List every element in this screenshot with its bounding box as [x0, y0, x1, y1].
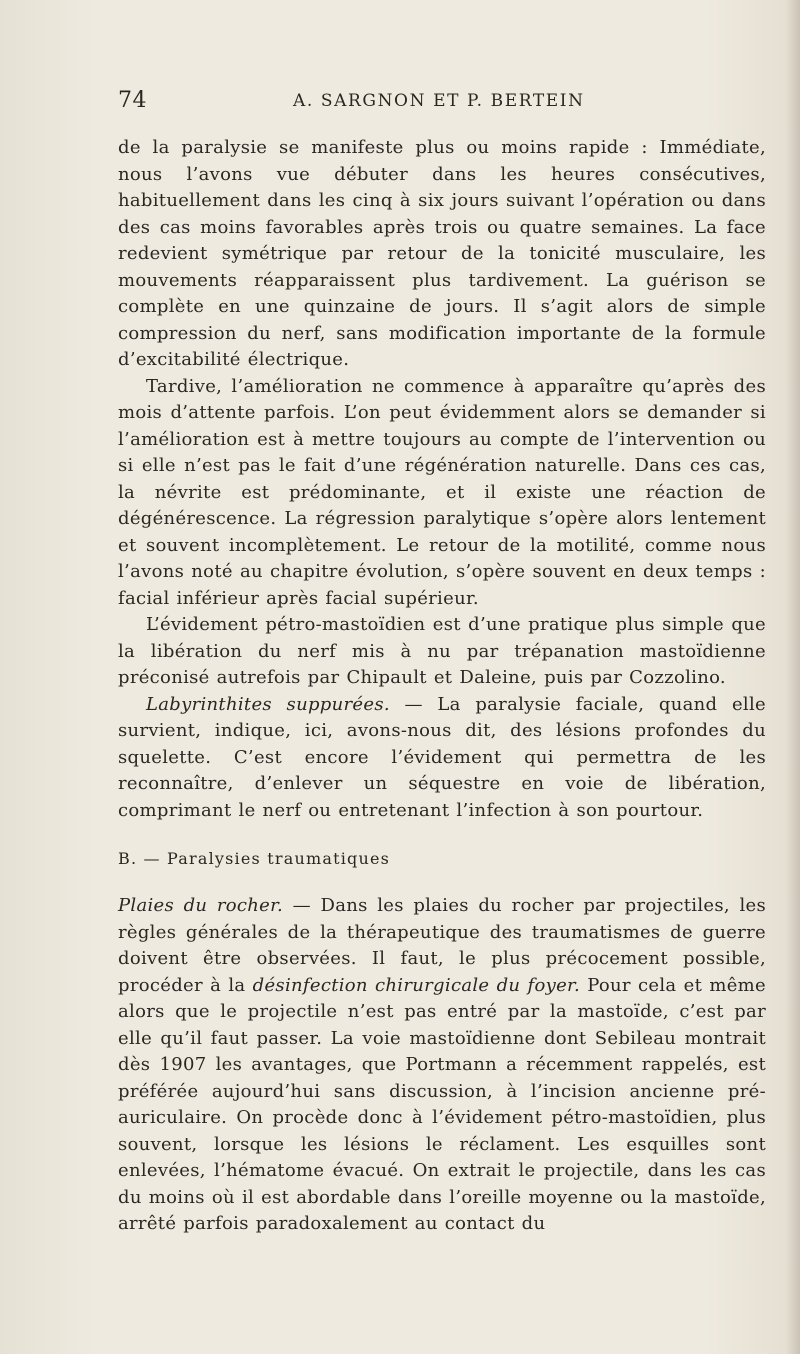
subheading-plaies: Plaies du rocher.	[118, 895, 284, 916]
section-heading-b: B. — Paralysies traumatiques	[118, 849, 391, 868]
paragraph-labyrinthites	[118, 692, 766, 825]
paragraph-labyrinthites-text: — La paralysie faciale, quand elle survient, indique, ici, avons-nous dit, des lésions profondes du squelette. C’est encore l’évidement qui permettra de les reconnaître, d’enlever un séquestre en voie de libération, comprimant le nerf ou entretenant l’infection à son pourtour.	[118, 693, 766, 821]
subheading-labyrinthites: Labyrinthites suppurées.	[146, 693, 390, 715]
paragraph-plaies	[118, 893, 766, 1238]
page-edge-shadow	[786, 0, 800, 1354]
paragraph-plaies-text-b: Pour cela et même alors que le projectile n’est pas entré par la mastoïde, c’est par elle qu’il faut passer. La voie mastoïdienne dont Sebileau montrait dès 1907 les avantages, que Portmann a récemment rappelés, est préférée aujourd’hui sans discussion, à l’incision ancienne pré-auriculaire. On procède donc à l’évidement pétro-mastoïdien, plus souvent, lorsque les lésions le réclament. Les esquilles sont enlevées, l’hématome évacué. On extrait le projectile, dans les cas du moins où il est abordable dans l’oreille moyenne ou la mastoïde, arrêté parfois paradoxalement au contact du	[118, 974, 766, 1234]
paragraph-tardive: Tardive, l’amélioration ne commence à apparaître qu’après des mois d’attente parfois. L’on peut évidemment alors se demander si l’amélioration est à mettre toujours au compte de l’intervention ou si elle n’est pas le fait d’une régénération naturelle. Dans ces cas, la névrite est prédominante, et il existe une réaction de dégénérescence. La régression paralytique s’opère alors lentement et souvent incomplètement. Le retour de la motilité, comme nous l’avons noté au chapitre évolution, s’opère souvent en deux temps : facial inférieur après facial supérieur.	[118, 375, 766, 609]
running-title: A. SARGNON ET P. BERTEIN	[293, 91, 585, 111]
page-number: 74	[118, 88, 147, 113]
running-header	[118, 88, 766, 118]
paragraph-evidement: L’évidement pétro-mastoïdien est d’une pratique plus simple que la libération du nerf mis à nu par trépanation mastoïdienne préconisé autrefois par Chipault et Daleine, puis par Cozzolino.	[118, 614, 766, 688]
paragraph-continuation: de la paralysie se manifeste plus ou moins rapide : Immédiate, nous l’avons vue débuter dans les heures consécutives, habituellement dans les cinq à six jours suivant l’opération ou dans des cas moins favorables après trois ou quatre semaines. La face redevient symétrique par retour de la tonicité musculaire, les mouvements réapparaissent plus tardivement. La guérison se complète en une quinzaine de jours. Il s’agit alors de simple compression du nerf, sans modification importante de la formule d’excitabilité électrique.	[118, 137, 766, 370]
section-b-text	[118, 893, 766, 1238]
paragraph-plaies-text-a: — Dans les plaies du rocher par projectiles, les règles générales de la thérapeutique des traumatismes de guerre doivent être observées. Il faut, le plus précocement possible, procéder à la	[118, 895, 766, 996]
main-text	[118, 135, 766, 824]
emphasis-desinfection: désinfection chirurgicale du foyer.	[252, 974, 580, 996]
